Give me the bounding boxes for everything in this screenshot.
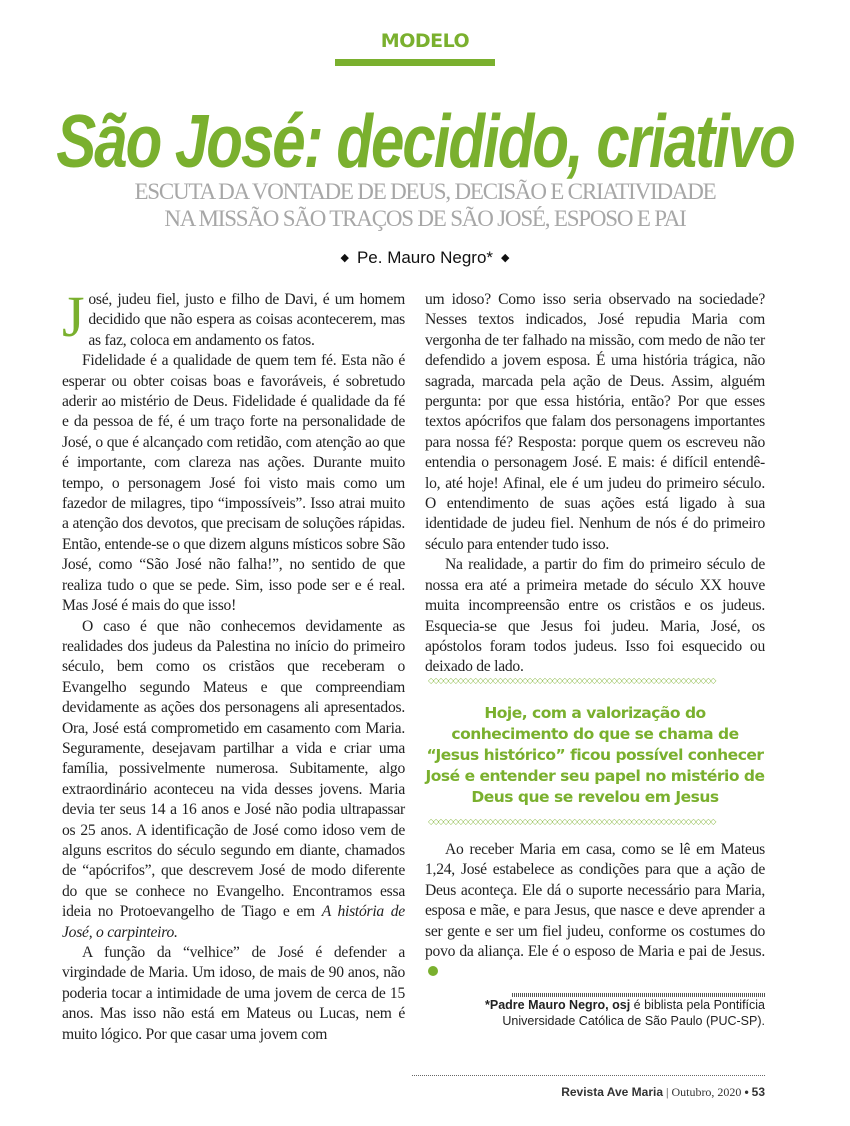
magazine-name: Revista Ave Maria	[561, 1085, 664, 1099]
page-number: 53	[751, 1085, 765, 1099]
left-column	[62, 284, 405, 1045]
section-label: MODELO	[380, 30, 470, 52]
zigzag-divider: ◇◇◇◇◇◇◇◇◇◇◇◇◇◇◇◇◇◇◇◇◇◇◇◇◇◇◇◇◇◇◇◇◇◇◇◇◇◇◇◇◇◇◇◇◇◇◇◇◇◇◇◇◇◇◇◇◇◇	[428, 677, 716, 685]
subtitle-line: NA MISSÃO SÃO TRAÇOS DE SÃO JOSÉ, ESPOSO E PAI	[164, 206, 686, 231]
article-subtitle	[0, 178, 850, 232]
dot: •	[744, 1085, 749, 1099]
issue-date: Outubro, 2020	[671, 1085, 742, 1099]
paragraph: Na realidade, a partir do fim do primeiro século de nossa era até a primeira metade do século XX houve muita incompreensão entre os cristãos e os judeus. Esquecia-se que Jesus foi judeu. Maria, José, os apóstolos foram todos judeus. Isso foi esquecido ou deixado de lado.	[425, 556, 765, 676]
paragraph-text: Ao receber Maria em casa, como se lê em Mateus 1,24, José estabelece as condições para que a ação de Deus aconteça. Ele dá o suporte necessário para Maria, esposa e mãe, e para Jesus, que nasce e deve aprender a ser gente e ser um fiel judeu, conforme os costumes do povo da aliança. Ele é o esposo de Maria e pai de Jesus.	[425, 841, 765, 961]
closing-paragraph	[425, 840, 765, 983]
paragraph	[62, 284, 405, 351]
paragraph: um idoso? Como isso seria observado na sociedade? Nesses textos indicados, José repudia Maria com vergonha de ter falhado na missão, com medo de não ter defendido a jovem esposa. É uma história trágica, não sagrada, marcada pela ação de Deus. Assim, alguém pergunta: por que essa história, então? Por que esses textos apócrifos que falam dos personagens importantes para nossa fé? Resposta: porque quem os escreveu não entendia o personagem José. E mais: é difícil entendê-lo, até hoje! Afinal, ele é um judeu do primeiro século. O entendimento de suas ações está ligado à sua identidade de judeu fiel. Nenhum de nós é do primeiro século para entender tudo isso.	[425, 291, 765, 553]
author-name: Pe. Mauro Negro*	[356, 248, 494, 267]
subtitle-line: ESCUTA DA VONTADE DE DEUS, DECISÃO E CRIATIVIDADE	[134, 179, 716, 204]
section-underline	[335, 59, 495, 66]
author-note	[440, 997, 765, 1029]
right-column	[425, 290, 765, 678]
paragraph-text: osé, judeu fiel, justo e filho de Davi, é um homem decidido que não espera as coisas acontecerem, mas as faz, coloca em andamento os fatos.	[88, 291, 405, 349]
zigzag-divider: ◇◇◇◇◇◇◇◇◇◇◇◇◇◇◇◇◇◇◇◇◇◇◇◇◇◇◇◇◇◇◇◇◇◇◇◇◇◇◇◇◇◇◇◇◇◇◇◇◇◇◇◇◇◇◇◇◇◇	[428, 818, 716, 826]
paragraph: Fidelidade é a qualidade de quem tem fé. Esta não é esperar ou obter coisas boas e favoráveis, é sobretudo aderir ao mistério de Deus. Fidelidade é qualidade da fé e da pessoa de fé, é um traço forte na personalidade de José, o que é alcançado com retidão, com atenção ao que é importante, com clareza nas ações. Durante muito tempo, o personagem José foi visto mais como um fazedor de milagres, tipo “impossíveis”. Isso atrai muito a atenção dos devotos, que precisam de soluções rápidas. Então, entende-se o que dizem alguns místicos sobre São José, como “São José não falha!”, no sentido de que realiza tudo o que se pede. Sim, isso pode ser e é real. Mas José é mais do que isso!	[62, 352, 405, 615]
paragraph-text: O caso é que não conhecemos devidamente as realidades dos judeus da Palestina no início do primeiro século, bem como os cristãos que receberam o Evangelho segundo Mateus e que compreendiam devidamente as ações dos personagens ali apresentados. Ora, José está comprometido em casamento com Maria. Seguramente, desejavam partilhar a vida e criar uma família, possivelmente numerosa. Subitamente, algo extraordinário aconteceu na vida desses jovens. Maria devia ter seus 14 a 16 anos e José não podia ultrapassar os 25 anos. A identificação de José como idoso vem de alguns escritos do século segundo em diante, chamados de “apócrifos”, que descrevem José de modo diferente do que se conhece no Evangelho. Encontramos essa ideia no Protoevangelho de Tiago e em	[62, 617, 405, 921]
author-note-name: *Padre Mauro Negro, osj	[485, 998, 631, 1012]
paragraph	[62, 617, 405, 944]
book-title: A história de José, o carpinteiro.	[62, 903, 405, 941]
page-footer	[561, 1085, 765, 1100]
drop-cap: J	[62, 284, 85, 349]
separator: |	[666, 1085, 669, 1099]
author-byline	[0, 248, 850, 268]
diamond-icon: ◆	[340, 252, 349, 264]
end-bullet-icon	[428, 966, 438, 976]
diamond-icon: ◆	[501, 252, 510, 264]
footer-rule	[412, 1075, 765, 1076]
pull-quote: Hoje, com a valorização do conhecimento do que se chama de “Jesus histórico” ficou possível conhecer José e entender seu papel no mistério de Deus que se revelou em Jesus	[425, 704, 765, 806]
paragraph	[425, 840, 765, 983]
paragraph: A função da “velhice” de José é defender a virgindade de Maria. Um idoso, de mais de 90 anos, não poderia tocar a intimidade de uma jovem de cerca de 15 anos. Mas isso não está em Mateus ou Lucas, nem é muito lógico. Por que casar uma jovem com	[62, 944, 405, 1043]
author-note-text: é biblista pela Pontifícia Universidade Católica de São Paulo (PUC-SP).	[502, 998, 765, 1028]
article-title: São José: decidido, criativo	[56, 99, 794, 183]
